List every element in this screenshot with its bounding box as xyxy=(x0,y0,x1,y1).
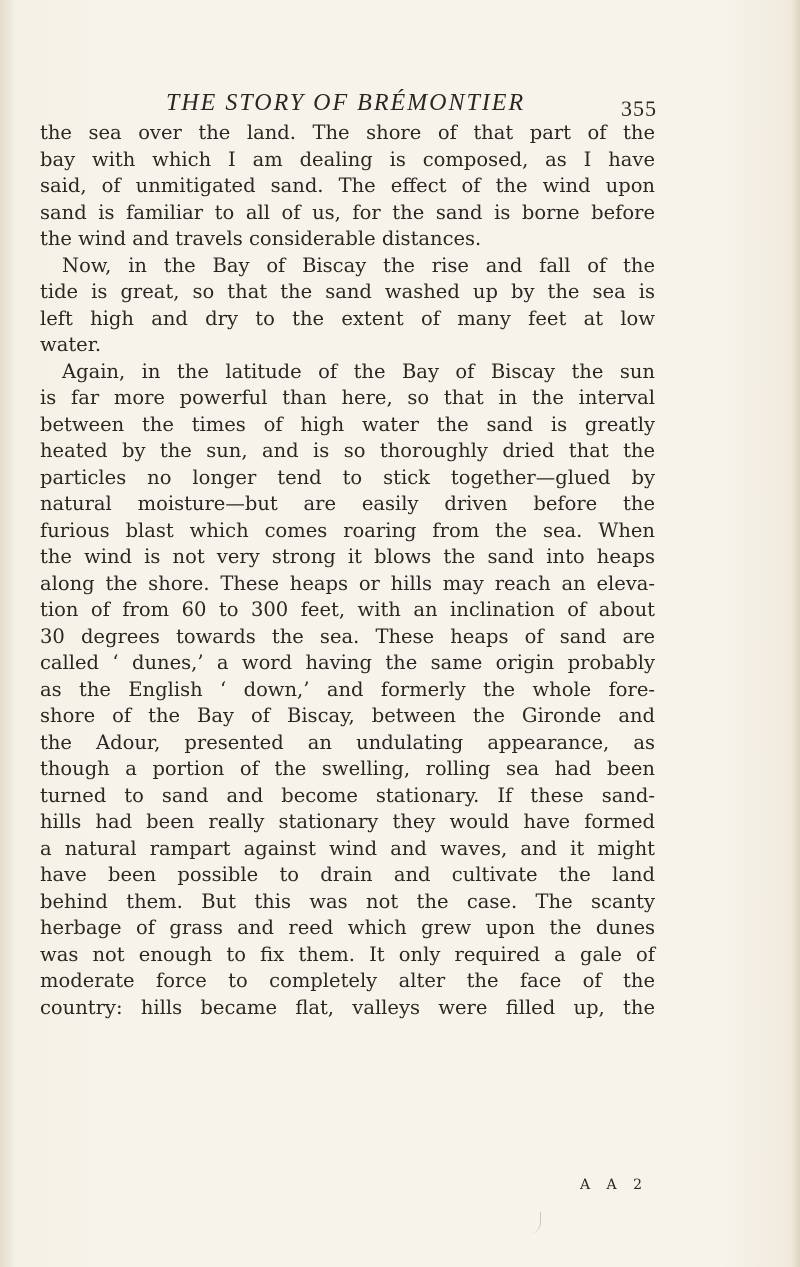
text-line: the sea over the land. The shore of that part of the xyxy=(40,121,655,144)
text-line: have been possible to drain and cultivate the land xyxy=(40,863,655,886)
text-line: a natural rampart against wind and waves, and it might xyxy=(40,836,655,860)
text-line: shore of the Bay of Biscay, between the Gironde and xyxy=(40,704,655,727)
body-text xyxy=(40,120,760,1021)
text-line: though a portion of the swelling, rolling sea had been xyxy=(40,757,655,780)
text-line: hills had been really stationary they would have formed xyxy=(40,810,655,833)
running-title: THE STORY OF BRÉMONTIER xyxy=(166,90,526,116)
text-line: as the English ‘ down,’ and formerly the whole fore- xyxy=(40,677,655,701)
signature-mark: A A 2 xyxy=(580,1177,649,1193)
text-line: behind them. But this was not the case. The scanty xyxy=(40,889,655,913)
text-line: called ‘ dunes,’ a word having the same origin probably xyxy=(40,651,655,674)
text-line: water. xyxy=(40,333,102,356)
text-line: between the times of high water the sand is greatly xyxy=(40,412,655,436)
text-line: furious blast which comes roaring from the sea. When xyxy=(40,518,655,542)
text-line: tide is great, so that the sand washed up by the sea is xyxy=(40,280,655,303)
page-number: 355 xyxy=(621,96,657,121)
text-line: the wind is not very strong it blows the sand into heaps xyxy=(40,545,655,568)
text-line: natural moisture—but are easily driven before the xyxy=(40,492,655,515)
text-line: herbage of grass and reed which grew upon the dunes xyxy=(40,916,655,939)
text-line: Now, in the Bay of Biscay the rise and fall of the xyxy=(62,253,655,277)
text-line: tion of from 60 to 300 feet, with an inclination of about xyxy=(40,598,655,621)
text-line: left high and dry to the extent of many feet at low xyxy=(40,306,655,330)
running-head xyxy=(40,82,760,122)
text-line: heated by the sun, and is so thoroughly dried that the xyxy=(40,439,655,462)
text-line: along the shore. These heaps or hills may reach an eleva- xyxy=(40,571,655,595)
text-line: turned to sand and become stationary. If these sand- xyxy=(40,783,655,807)
text-line: the wind and travels considerable distances. xyxy=(40,227,482,250)
text-line: was not enough to fix them. It only required a gale of xyxy=(40,942,655,966)
text-line: particles no longer tend to stick together—glued by xyxy=(40,465,655,489)
text-line: country: hills became flat, valleys were filled up, the xyxy=(40,995,655,1019)
text-line: moderate force to completely alter the face of the xyxy=(40,969,655,992)
text-line: bay with which I am dealing is composed, as I have xyxy=(40,147,655,171)
text-line: 30 degrees towards the sea. These heaps of sand are xyxy=(40,624,655,648)
text-line: sand is familiar to all of us, for the sand is borne before xyxy=(40,200,655,224)
text-line: is far more powerful than here, so that in the interval xyxy=(40,386,655,409)
page-right-edge xyxy=(790,0,800,1267)
ink-smudge xyxy=(526,1212,541,1234)
page-left-edge xyxy=(0,0,14,1267)
text-line: the Adour, presented an undulating appearance, as xyxy=(40,730,655,754)
text-line: said, of unmitigated sand. The effect of the wind upon xyxy=(40,174,655,197)
text-line: Again, in the latitude of the Bay of Biscay the sun xyxy=(62,359,655,383)
